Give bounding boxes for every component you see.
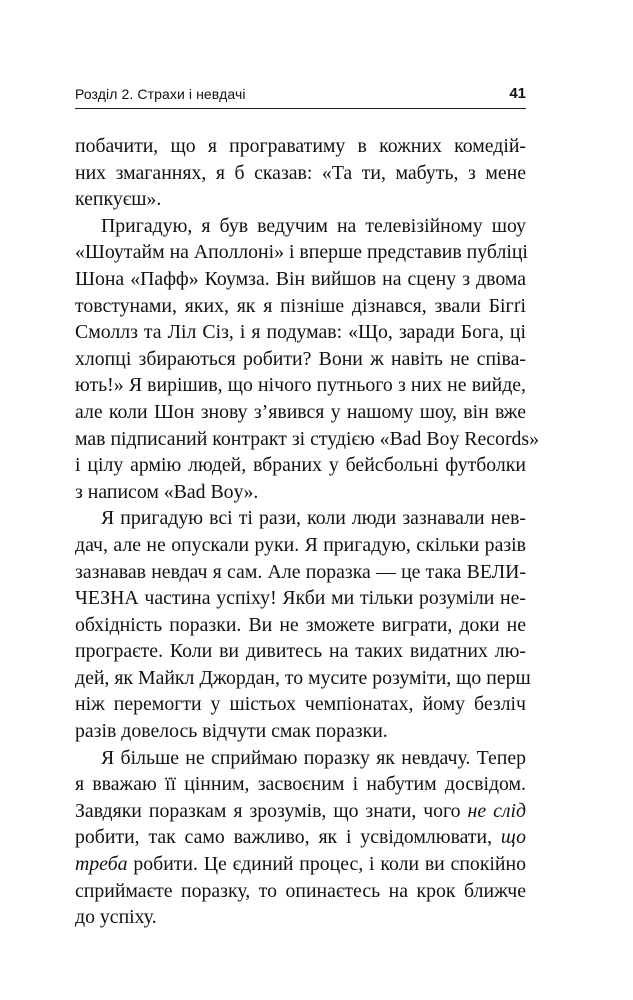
text-segment: але коли Шон знову з’явився у нашому шоу, він вже [75,400,526,423]
text-segment: дей, як Майкл Джордан, то мусите розуміти, що перш [75,666,531,689]
chapter-title: Розділ 2. Страхи і невдачі [75,86,246,102]
text-line [75,771,526,798]
text-segment: програєте. Коли ви дивитесь на таких видатних лю- [75,640,526,663]
text-line [75,133,526,160]
text-line [75,399,526,426]
text-line [75,585,526,612]
text-line [75,665,531,692]
text-line [75,266,526,293]
text-segment: з написом «Bad Boy». [75,480,259,503]
text-segment: разів довелось відчути смак поразки. [75,720,388,743]
paragraph [75,745,526,931]
text-segment: обхідність поразки. Ви не зможете виграти, доки не [75,613,526,636]
text-line [75,293,526,320]
text-segment: я вважаю її цінним, засвоєним і набутим досвідом. [75,773,526,796]
text-line [75,319,526,346]
text-segment: і цілу армію людей, вбраних у бейсбольні футболки [75,454,526,477]
text-line [75,160,526,187]
italic-text: не слід [467,799,526,822]
text-line [75,532,526,559]
text-segment: ЧЕЗНА частина успіху! Якби ми тільки розуміли не- [75,587,526,610]
text-segment: них змаганнях, я б сказав: «Та ти, мабуть, з мене [75,161,526,184]
paragraph [75,505,531,744]
text-line [75,904,526,931]
text-segment: Я пригадую всі ті рази, коли люди зазнавали нев- [101,507,526,530]
text-line [75,452,526,479]
text-segment: кепкуєш». [75,188,162,211]
text-line [75,426,540,453]
text-line [75,851,526,878]
text-segment: до успіху. [75,906,157,929]
text-line [75,505,526,532]
text-segment: Шона «Пафф» Коумза. Він вийшов на сцену з двома [75,267,526,290]
text-segment: дач, але не опускали руки. Я пригадую, скільки разів [75,533,526,556]
text-line [75,479,526,506]
text-line [75,798,526,825]
text-segment: мав підписаний контракт зі студією «Bad Boy Records» [75,427,540,450]
text-line [75,346,526,373]
text-segment: зазнавав невдач я сам. Але поразка — це така ВЕЛИ- [75,560,526,583]
text-line [75,559,526,586]
text-segment: сприймаєте поразку, то опинаєтесь на крок ближче [75,879,526,902]
text-line [75,612,526,639]
text-segment: побачити, що я програватиму в кожних комедій- [75,135,526,157]
text-line [75,638,526,665]
text-segment: ють!» Я вирішив, що нічого путнього з них не вийде, [75,374,526,397]
text-segment: Завдяки поразкам я зрозумів, що знати, чого [75,799,468,822]
text-line [75,745,526,772]
italic-text: що [500,826,526,849]
text-line [75,878,526,905]
text-segment: хлопці збираються робити? Вони ж навіть не співа- [75,347,526,370]
page-number: 41 [509,85,526,102]
text-segment: Я більше не сприймаю поразку як невдачу. Тепер [101,746,526,769]
paragraph [75,213,540,506]
text-segment: ніж перемогти у шістьох чемпіонатах, йому безліч [75,693,526,716]
body-text [75,133,540,931]
text-line [75,239,526,266]
text-segment: товстунами, яких, як я пізніше дізнався, звали Бігґі [75,294,526,317]
text-line [75,372,526,399]
text-line [75,718,526,745]
text-segment: робити, так само важливо, як і усвідомлювати, [75,826,501,849]
text-line [75,186,526,213]
text-line [75,824,526,851]
text-segment: Смоллз та Ліл Сіз, і я подумав: «Що, заради Бога, ці [75,321,526,344]
text-segment: «Шоутайм на Аполлоні» і вперше представив публіці [75,241,528,264]
italic-text: треба [75,853,128,876]
text-segment: робити. Це єдиний процес, і коли ви спокійно [127,853,526,876]
text-segment: Пригадую, я був ведучим на телевізійному шоу [101,214,526,237]
text-line [75,691,526,718]
paragraph [75,133,526,213]
text-line [75,213,526,240]
running-head [75,84,526,109]
